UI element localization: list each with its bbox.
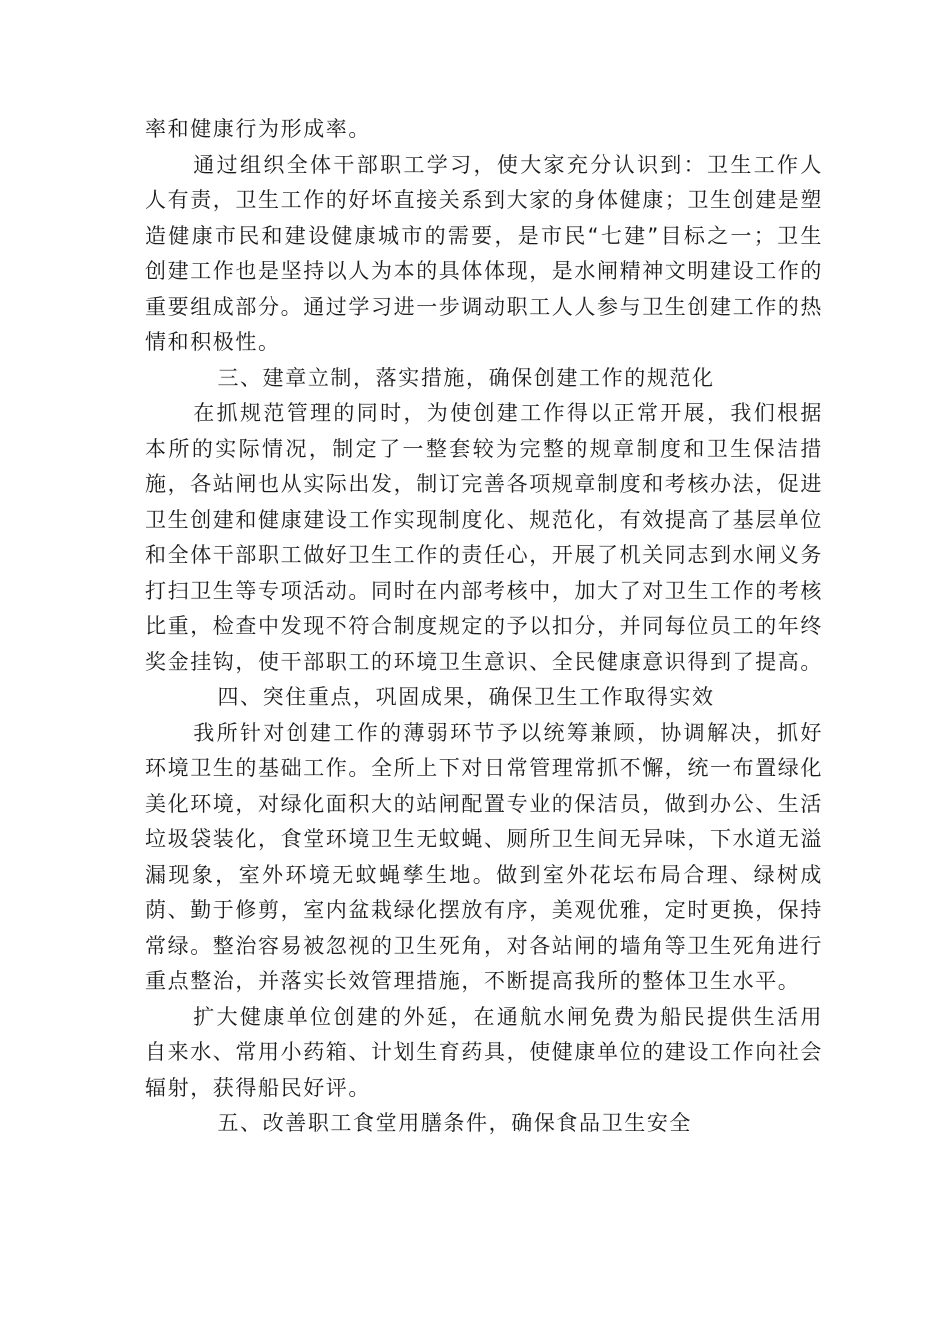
paragraph-environment: 我所针对创建工作的薄弱环节予以统筹兼顾，协调解决，抓好环境卫生的基础工作。全所上下对日常管理常抓不懈，统一布置绿化美化环境，对绿化面积大的站闸配置专业的保洁员，做到办公、生活垃圾袋装化，食堂环境卫生无蚊蝇、厕所卫生间无异味，下水道无溢漏现象，室外环境无蚊蝇孳生地。做到室外花坛布局合理、绿树成荫、勤于修剪，室内盆栽绿化摆放有序，美观优雅，定时更换，保持常绿。整治容易被忽视的卫生死角，对各站闸的墙角等卫生死角进行重点整治，并落实长效管理措施，不断提高我所的整体卫生水平。 xyxy=(145,720,823,993)
paragraph-regulations: 在抓规范管理的同时，为使创建工作得以正常开展，我们根据本所的实际情况，制定了一整套较为完整的规章制度和卫生保洁措施，各站闸也从实际出发，制订完善各项规章制度和考核办法，促进卫生创建和健康建设工作实现制度化、规范化，有效提高了基层单位和全体干部职工做好卫生工作的责任心，开展了机关同志到水闸义务打扫卫生等专项活动。同时在内部考核中，加大了对卫生工作的考核比重，检查中发现不符合制度规定的予以扣分，并同每位员工的年终奖金挂钩，使干部职工的环境卫生意识、全民健康意识得到了提高。 xyxy=(145,401,823,674)
paragraph-extension: 扩大健康单位创建的外延，在通航水闸免费为船民提供生活用自来水、常用小药箱、计划生育药具，使健康单位的建设工作向社会辐射，获得船民好评。 xyxy=(145,1004,823,1100)
section-heading-5: 五、改善职工食堂用膳条件，确保食品卫生安全 xyxy=(217,1111,693,1135)
section-heading-4: 四、突住重点，巩固成果，确保卫生工作取得实效 xyxy=(217,685,715,709)
section-heading-3: 三、建章立制，落实措施，确保创建工作的规范化 xyxy=(217,365,715,390)
paragraph-study: 通过组织全体干部职工学习，使大家充分认识到：卫生工作人人有责，卫生工作的好坏直接关系到大家的身体健康；卫生创建是塑造健康市民和建设健康城市的需要，是市民“七建”目标之一；卫生创建工作也是坚持以人为本的具体体现，是水闸精神文明建设工作的重要组成部分。通过学习进一步调动职工人人参与卫生创建工作的热情和积极性。 xyxy=(145,152,823,354)
paragraph-continuation: 率和健康行为形成率。 xyxy=(145,117,371,141)
document-body xyxy=(145,112,823,1142)
